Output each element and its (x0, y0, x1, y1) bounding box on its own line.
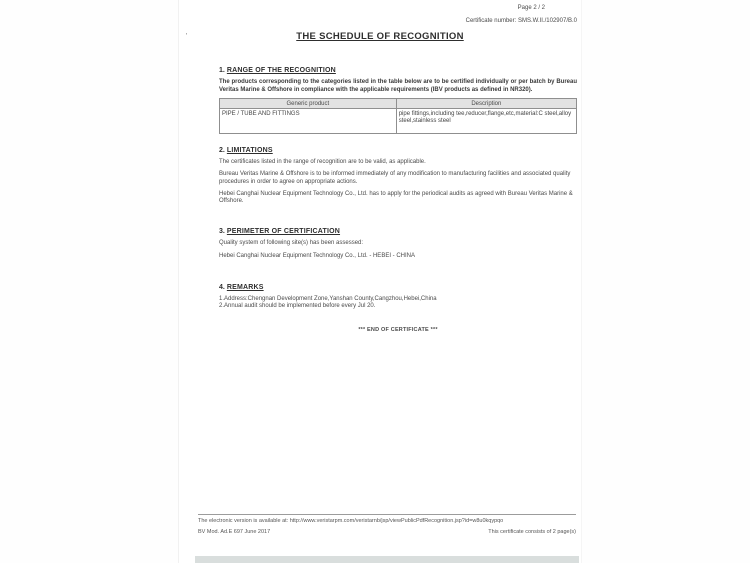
section-number: 1. (219, 67, 225, 74)
form-reference: BV Mod. Ad.E 697 June 2017 (198, 529, 271, 535)
page-number: Page 2 / 2 (517, 5, 545, 11)
limitations-paragraph: Hebei Canghai Nuclear Equipment Technology Co., Ltd. has to apply for the periodical audits as agreed with Bureau Veritas Marine & Offshore. (219, 190, 573, 205)
document-title: THE SCHEDULE OF RECOGNITION (296, 31, 464, 42)
remark-line: 1.Address:Chengnan Development Zone,Yanshan County,Cangzhou,Hebei,China (219, 296, 437, 303)
section-title: PERIMETER OF CERTIFICATION (226, 228, 341, 236)
perimeter-paragraph: Hebei Canghai Nuclear Equipment Technology Co., Ltd. - HEBEI - CHINA (219, 252, 415, 259)
footer-row (198, 529, 576, 535)
section-heading-remarks (219, 284, 577, 291)
table-header-description: Description (396, 99, 576, 109)
section-heading-range (219, 67, 577, 74)
limitations-paragraph: Bureau Veritas Marine & Offshore is to be informed immediately of any modification to manufacturing facilities and associated quality procedures in order to agree on appropriate actions. (219, 171, 571, 185)
stray-mark: ' (186, 33, 188, 40)
section-title: LIMITATIONS (226, 147, 273, 154)
certificate-page (178, 0, 582, 563)
remarks-block (219, 296, 577, 311)
limitations-paragraph: The certificates listed in the range of recognition are to be valid, as applicable. (219, 159, 426, 165)
section-heading-perimeter (219, 228, 577, 235)
table-row (220, 109, 577, 134)
electronic-version-note: The electronic version is available at: http://www.veristarpm.com/veristarnb/jsp/viewPublicPdfRecognition.jsp?id=w8u0kqypqo (198, 518, 504, 524)
cell-description: pipe fittings,including tee,reducer,flange,etc,material:C steel,alloy steel,stainless steel (396, 109, 576, 134)
range-intro-paragraph: The products corresponding to the categories listed in the table below are to be certified individually or per batch by Bureau Veritas Marine & Offshore in compliance with the applicable requirements (IBV products as defined in NR320). (219, 79, 577, 93)
page-count-note: This certificate consists of 2 page(s) (488, 529, 576, 535)
section-heading-limitations (219, 147, 577, 154)
section-title: RANGE OF THE RECOGNITION (226, 67, 336, 74)
section-number: 2. (219, 147, 225, 154)
page-bottom-edge (195, 556, 579, 563)
cell-generic-product: PIPE / TUBE AND FITTINGS (220, 109, 397, 134)
table-header-row (220, 99, 577, 109)
page-content (219, 67, 577, 333)
end-of-certificate-marker: *** END OF CERTIFICATE *** (358, 326, 438, 333)
remark-line: 2.Annual audit should be implemented before every Jul 20. (219, 303, 376, 310)
certificate-number: Certificate number: SMS.W.II./102907/B.0 (465, 18, 577, 24)
section-number: 3. (219, 228, 225, 236)
section-number: 4. (219, 284, 225, 292)
table-header-generic-product: Generic product (220, 99, 397, 109)
section-title: REMARKS (226, 284, 264, 292)
perimeter-paragraph: Quality system of following site(s) has been assessed: (219, 240, 364, 247)
products-table (219, 98, 577, 134)
page-footer (198, 514, 576, 535)
